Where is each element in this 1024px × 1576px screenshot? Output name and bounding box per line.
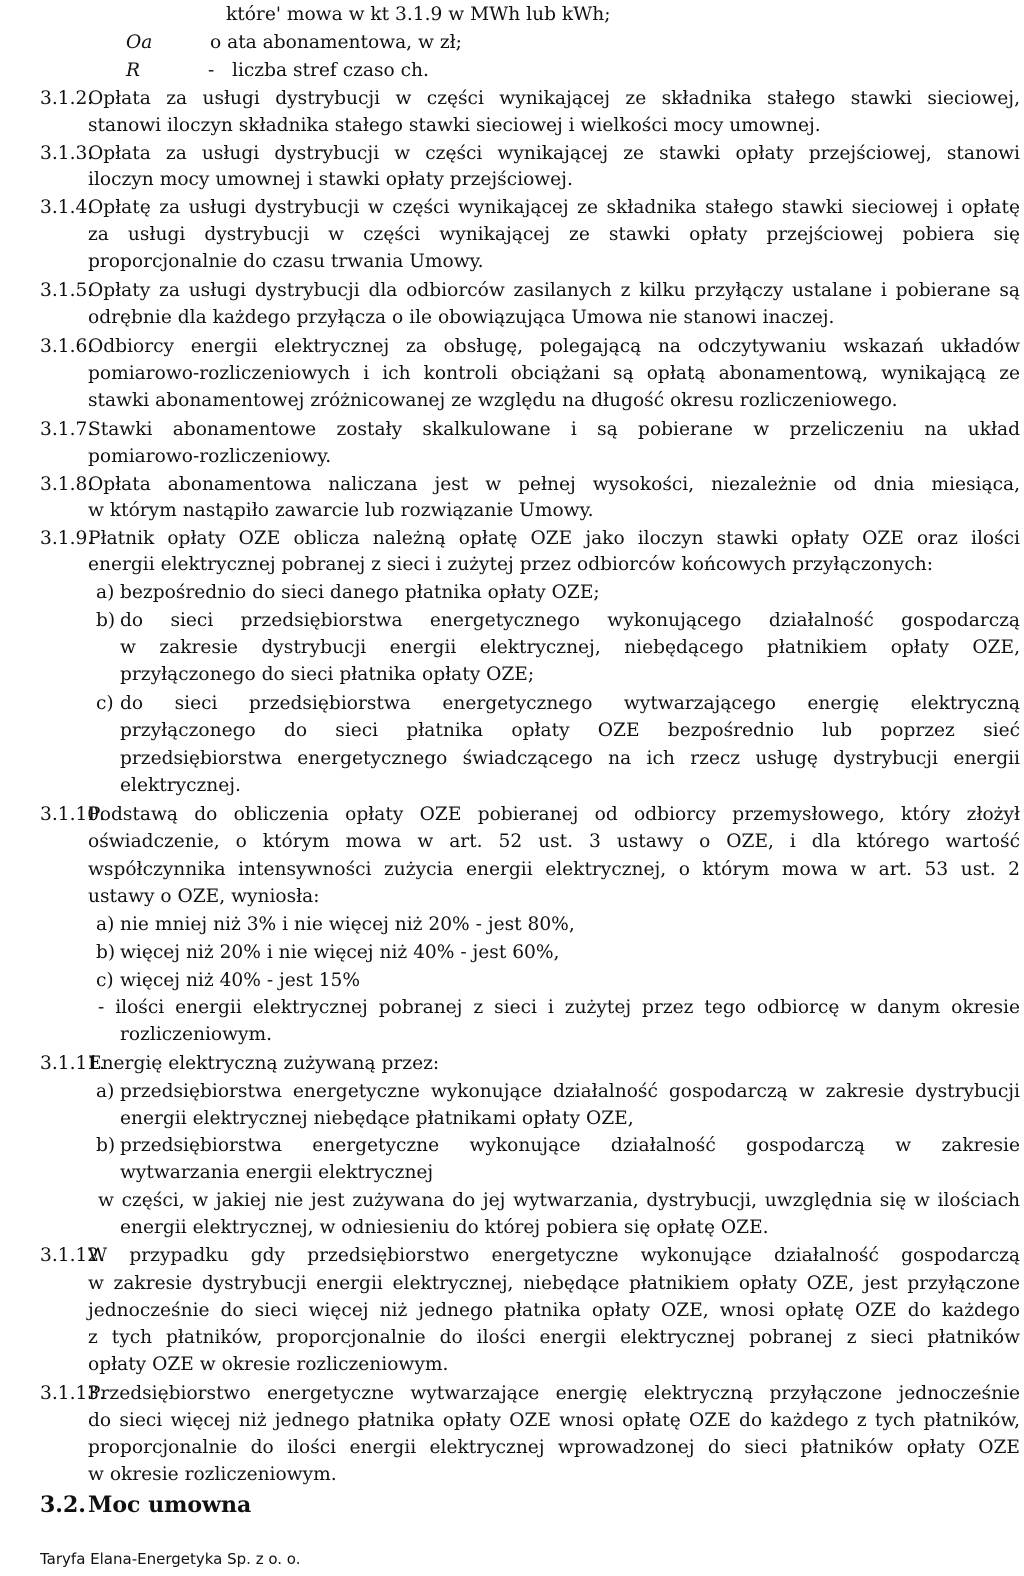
paragraph-number: 3.1.8. bbox=[40, 474, 94, 495]
paragraph-number: 3.1.3. bbox=[40, 143, 94, 164]
paragraph-number: 3.1.7. bbox=[40, 419, 94, 440]
page-footer: Taryfa Elana-Energetyka Sp. z o. o. bbox=[40, 1550, 301, 1568]
symbol-r: R bbox=[126, 60, 140, 81]
symbol-oa: Oa bbox=[126, 32, 153, 53]
paragraph-number: 3.1.11. bbox=[40, 1053, 106, 1074]
paragraph-number: 3.1.10. bbox=[40, 804, 106, 825]
section-title: Moc umowna bbox=[88, 1492, 252, 1518]
section-number: 3.2. bbox=[40, 1492, 86, 1518]
paragraph-number: 3.1.6. bbox=[40, 336, 94, 357]
paragraph-number: 3.1.2. bbox=[40, 88, 94, 109]
paragraph-number: 3.1.12. bbox=[40, 1245, 106, 1266]
paragraph-number: 3.1.13. bbox=[40, 1383, 106, 1404]
paragraph-number: 3.1.9. bbox=[40, 528, 94, 549]
paragraph-number: 3.1.4. bbox=[40, 197, 94, 218]
document-page: które' mowa w kt 3.1.9 w MWh lub kWh; Oa o ata abonamentowa, w zł; R - liczba stref czaso ch. 3.1.2. Opłata za usługi dystrybucji w części wynikającej ze składnika stałego stawki sieciowej, stanowi iloczyn składnika stałego stawki sieciowej i wielkości mocy umownej. 3.1.3. Opłata za usługi dystrybucji w części wynikającej ze stawki opłaty przejściowej, stanowi iloczyn mocy umownej i stawki opłaty przejściowej. 3.1.4. Opłatę za usługi dystrybucji w części wynikającej ze składnika stałego stawki sieciowej i opłatę za usługi dystrybucji w części wynikającej ze stawki opłaty przejściowej pobiera się proporcjonalnie do czasu trwania Umowy. 3.1.5. Opłaty za usługi dystrybucji dla odbiorców zasilanych z kilku przyłączy ustalane i pobierane są odrębnie dla każdego przyłącza o ile obowiązująca Umowa nie stanowi inaczej. 3.1.6. Odbiorcy energii elektrycznej za obsługę, polegającą na odczytywaniu wskazań układów pomiarowo-rozliczeniowych i ich kontroli obciążani są opłatą abonamentową, wynikającą ze stawki abonamentowej zróżnicowanej ze względu na długość okresu rozliczeniowego. 3.1.7. Stawki abonamentowe zostały skalkulowane i są pobierane w przeliczeniu na układ pomiarowo-rozliczeniowy. 3.1.8. Opłata abonamentowa naliczana jest w pełnej wysokości, niezależnie od dnia miesiąca, w którym nastąpiło zawarcie lub rozwiązanie Umowy. 3.1.9. Płatnik opłaty OZE oblicza należną opłatę OZE jako iloczyn stawki opłaty OZE oraz ilości energii elektrycznej pobranej z sieci i zużytej przez odbiorców końcowych przyłączonych: a) bezpośrednio do sieci danego płatnika opłaty OZE; b) do sieci przedsiębiorstwa energetycznego wykonującego działalność gospodarczą w zakresie dystrybucji energii elektrycznej, niebędącego płatnikiem opłaty OZE, przyłączonego do sieci płatnika opłaty OZE; c) do sieci przedsiębiorstwa energetycznego wytwarzającego energię elektryczną przyłączonego do sieci płatnika opłaty OZE bezpośrednio lub poprzez sieć przedsiębiorstwa energetycznego świadczącego na ich rzecz usługę dystrybucji energii elektrycznej. 3.1.10. Podstawą do obliczenia opłaty OZE pobieranej od odbiorcy przemysłowego, który złożył oświadczenie, o którym mowa w art. 52 ust. 3 ustawy o OZE, i dla którego wartość współczynnika intensywności zużycia energii elektrycznej, o którym mowa w art. 53 ust. 2 ustawy o OZE, wyniosła: a) nie mniej niż 3% i nie więcej niż 20% - jest 80%, b) więcej niż 20% i nie więcej niż 40% - jest 60%, c) więcej niż 40% - jest 15% - ilości energii elektrycznej pobranej z sieci i zużytej przez tego odbiorcę w danym okresie rozliczeniowym. 3.1.11. Energię elektryczną zużywaną przez: a) przedsiębiorstwa energetyczne wykonujące działalność gospodarczą w zakresie dystrybucji energii elektrycznej niebędące płatnikami opłaty OZE, b) przedsiębiorstwa energetyczne wykonujące działalność gospodarczą w zakresie wytwarzania energii elektrycznej w części, w jakiej nie jest zużywana do jej wytwarzania, dystrybucji, uwzględnia się w ilościach energii elektrycznej, w odniesieniu do której pobiera się opłatę OZE. 3.1.12. W przypadku gdy przedsiębiorstwo energetyczne wykonujące działalność gospodarczą w zakresie dystrybucji energii elektrycznej, niebędące płatnikiem opłaty OZE, jest przyłączone jednocześnie do sieci więcej niż jednego płatnika opłaty OZE, wnosi opłatę OZE do każdego z tych płatników, proporcjonalnie do ilości energii elektrycznej pobranej z sieci płatników opłaty OZE w okresie rozliczeniowym. 3.1.13. Przedsiębiorstwo energetyczne wytwarzające energię elektryczną przyłączone jednocześnie do sieci więcej niż jednego płatnika opłaty OZE wnosi opłatę OZE do każdego z tych płatników, proporcjonalnie do ilości energii elektrycznej wprowadzonej do sieci płatników opłaty OZE w okresie rozliczeniowym. 3.2. Moc umowna Taryfa Elana-Energetyka Sp. z o. o. bbox=[0, 0, 1024, 1576]
paragraph-number: 3.1.5. bbox=[40, 280, 94, 301]
